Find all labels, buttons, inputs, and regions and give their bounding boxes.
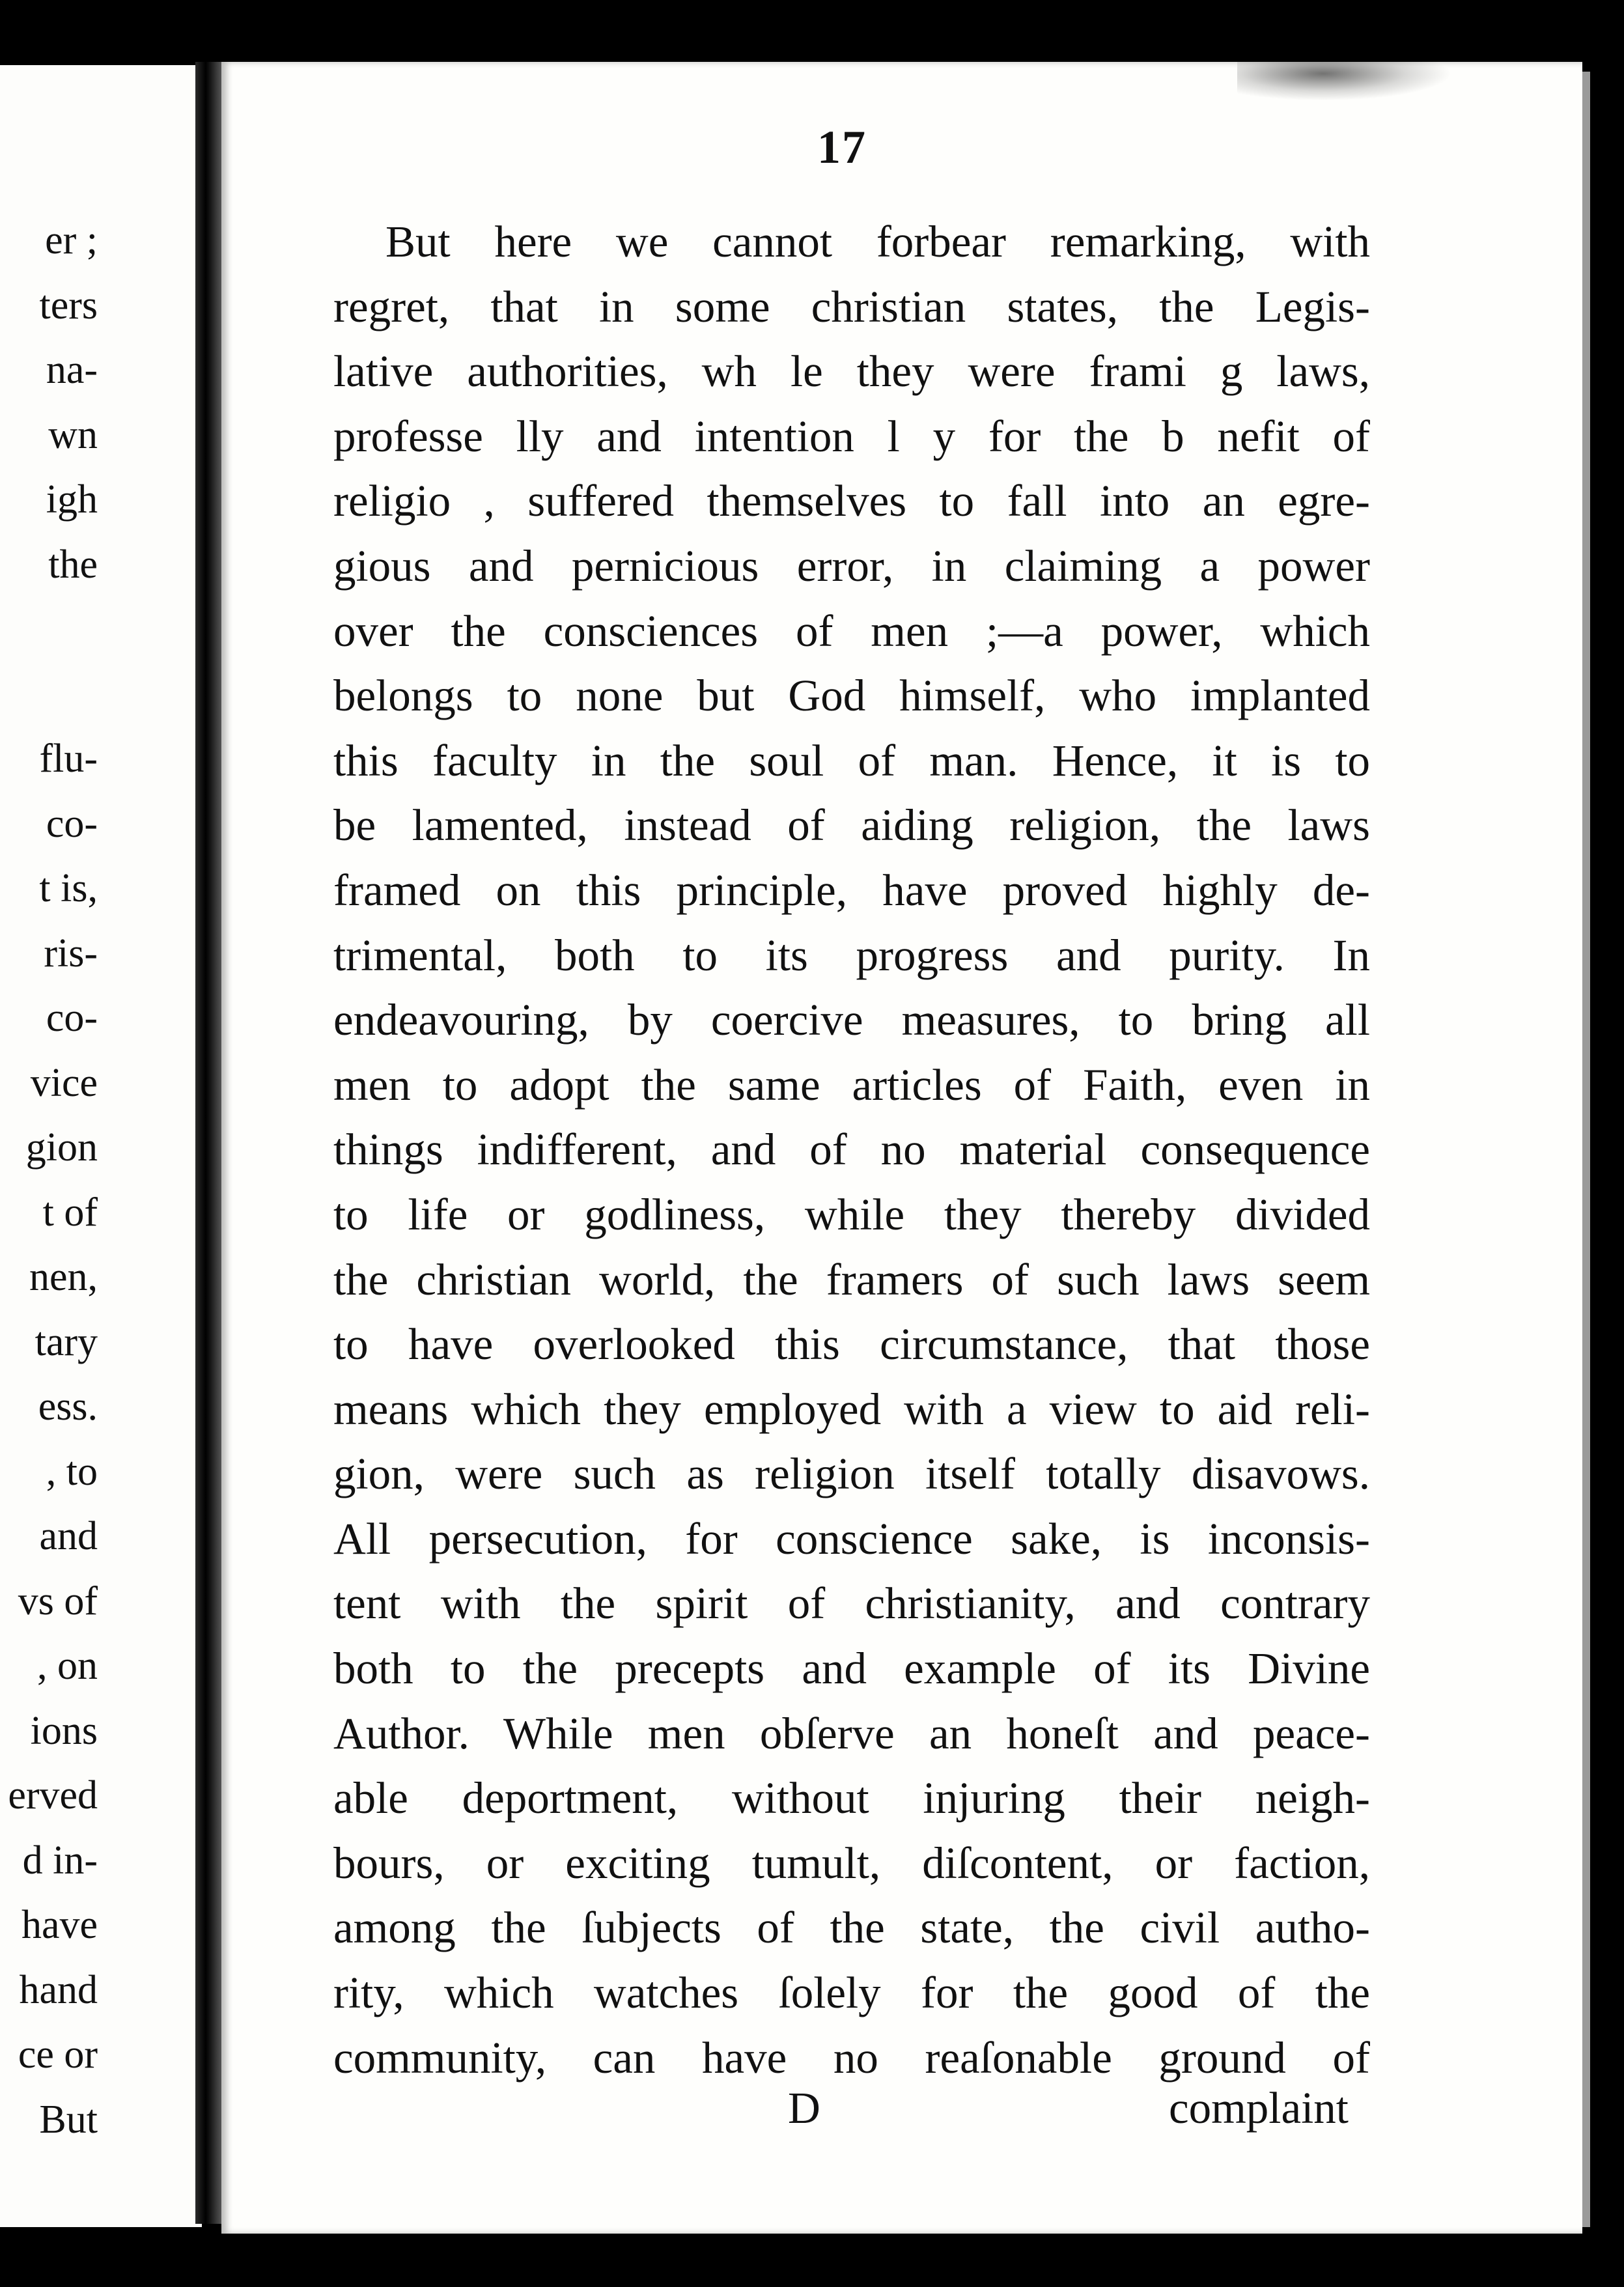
left-page-fragment: na- (46, 348, 98, 392)
body-line: things indifferent, and of no material consequence (333, 1125, 1370, 1175)
left-page-fragment: tary (35, 1319, 98, 1364)
body-line: professe lly and intention l y for the b nefit of (333, 411, 1370, 461)
page-edge (1582, 72, 1590, 2227)
left-page-fragment: ce or (18, 2032, 98, 2077)
body-line: trimental, both to its progress and purity. In (333, 930, 1370, 980)
body-line: community, can have no reaſonable ground of (333, 2032, 1370, 2083)
body-line: regret, that in some christian states, the Legis- (333, 281, 1370, 331)
left-page-fragment: d in- (22, 1838, 98, 1883)
body-line: among the ſubjects of the state, the civil autho- (333, 1903, 1370, 1953)
left-page-fragment: ris- (44, 931, 98, 975)
body-line: framed on this principle, have proved highly de- (333, 865, 1370, 915)
left-page-fragment: and (39, 1514, 98, 1558)
left-page-fragment: erved (8, 1773, 98, 1817)
body-line: lative authorities, wh le they were frami g laws, (333, 346, 1370, 397)
body-line: over the consciences of men ;—a power, which (333, 606, 1370, 656)
body-line: tent with the spirit of christianity, and contrary (333, 1578, 1370, 1629)
left-page-fragment: wn (48, 412, 98, 457)
body-line: endeavouring, by coercive measures, to bring all (333, 995, 1370, 1045)
left-page-fragment: , to (46, 1449, 98, 1494)
ink-smudge (1237, 55, 1452, 101)
left-page-fragment: t of (42, 1190, 98, 1235)
body-line: rity, which watches ſolely for the good of the (333, 1968, 1370, 2018)
left-page-fragment: nen, (29, 1255, 98, 1299)
body-line: to life or godliness, while they thereby divided (333, 1189, 1370, 1239)
body-line: bours, or exciting tumult, diſcontent, or faction, (333, 1838, 1370, 1888)
left-page-fragment: , on (37, 1644, 98, 1688)
catchword: complaint (1169, 2083, 1349, 2133)
body-line: Author. While men obſerve an honeſt and peace- (333, 1708, 1370, 1758)
left-page-fragment: ess. (38, 1384, 98, 1429)
body-line: the christian world, the framers of such laws seem (333, 1254, 1370, 1304)
body-line: religio , suffered themselves to fall into an egre- (333, 476, 1370, 526)
body-line: belongs to none but God himself, who implanted (333, 671, 1370, 721)
body-line: All persecution, for conscience sake, is inconsis- (333, 1513, 1370, 1564)
body-line: this faculty in the soul of man. Hence, it is to (333, 735, 1370, 785)
body-line: gion, were such as religion itself totally disavows. (333, 1449, 1370, 1499)
left-page-fragment: igh (46, 477, 98, 522)
left-page-fragment: the (48, 542, 98, 587)
body-line: be lamented, instead of aiding religion, the laws (333, 800, 1370, 850)
left-page-fragment: co- (46, 801, 98, 846)
left-page-fragment: vice (30, 1060, 98, 1105)
page-number: 17 (817, 121, 867, 173)
left-page-fragment: t is, (39, 866, 98, 910)
left-page-fragment: flu- (39, 737, 98, 781)
left-page-fragment: vs of (18, 1578, 98, 1623)
left-page-fragment: ters (39, 283, 98, 328)
body-line: able deportment, without injuring their neigh- (333, 1773, 1370, 1823)
left-page-fragment: have (21, 1903, 98, 1947)
body-line: both to the precepts and example of its Divine (333, 1644, 1370, 1694)
book-gutter (195, 62, 221, 2224)
left-page-fragment: gion (25, 1125, 98, 1170)
body-line: means which they employed with a view to aid reli- (333, 1384, 1370, 1434)
page-body-text (333, 210, 1370, 2090)
body-line: But here we cannot forbear remarking, with (385, 217, 1370, 266)
left-page-fragment: er ; (45, 218, 98, 262)
body-line: men to adopt the same articles of Faith, even in (333, 1059, 1370, 1110)
body-line: gious and pernicious error, in claiming a power (333, 540, 1370, 591)
left-page-fragment: ions (30, 1708, 98, 1753)
signature-mark: D (788, 2083, 820, 2133)
left-page-fragment: But (39, 2097, 98, 2142)
body-line: to have overlooked this circumstance, that those (333, 1319, 1370, 1369)
left-page-fragment: co- (46, 996, 98, 1040)
left-page-fragment: hand (19, 1967, 98, 2012)
